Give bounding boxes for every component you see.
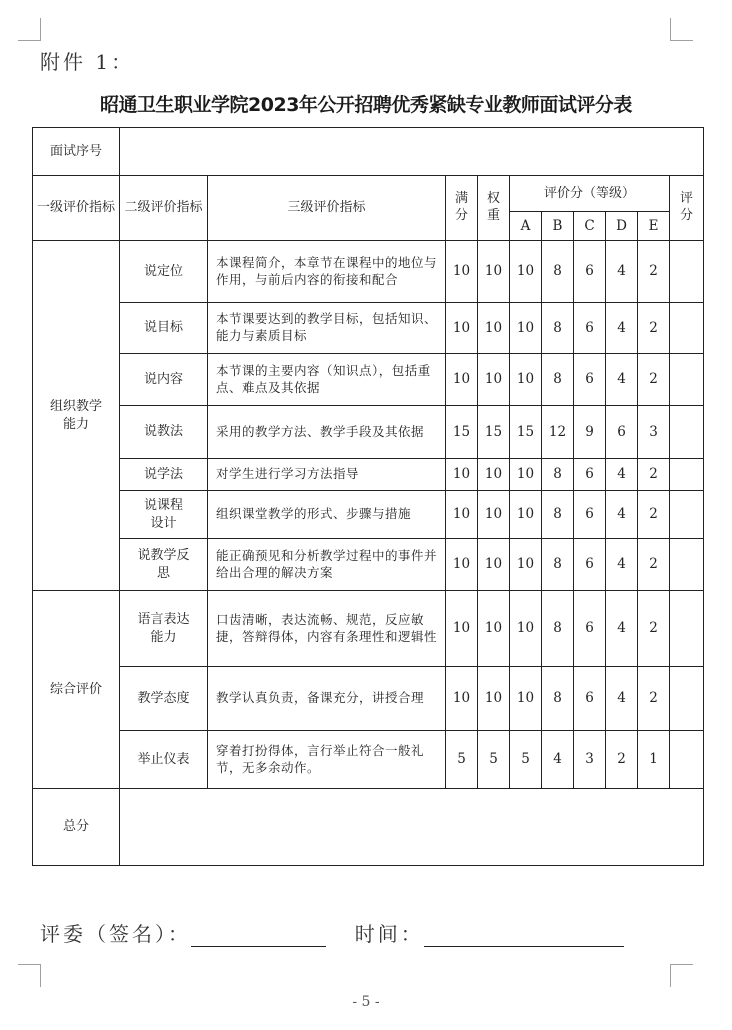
crop-mark-top-right bbox=[670, 18, 693, 41]
crop-mark-bottom-right bbox=[670, 964, 693, 987]
total-field[interactable] bbox=[120, 789, 704, 866]
weight-cell: 10 bbox=[478, 354, 510, 406]
score-input-cell[interactable] bbox=[670, 303, 704, 354]
level2-cell: 说教法 bbox=[120, 406, 208, 459]
level3-cell: 对学生进行学习方法指导 bbox=[208, 459, 446, 491]
level1-header: 一级评价指标 bbox=[33, 176, 120, 241]
grade-e-cell: 1 bbox=[638, 731, 670, 789]
grade-score-header: 评价分（等级） bbox=[510, 176, 670, 212]
full-score-cell: 10 bbox=[446, 354, 478, 406]
grade-a-cell: 15 bbox=[510, 406, 542, 459]
grade-e-cell: 2 bbox=[638, 539, 670, 591]
full-score-cell: 10 bbox=[446, 303, 478, 354]
grade-c-cell: 6 bbox=[574, 539, 606, 591]
grade-d-cell: 4 bbox=[606, 241, 638, 303]
level2-cell: 说学法 bbox=[120, 459, 208, 491]
weight-cell: 10 bbox=[478, 667, 510, 731]
weight-cell: 10 bbox=[478, 303, 510, 354]
level3-cell: 教学认真负责，备课充分，讲授合理 bbox=[208, 667, 446, 731]
weight-cell: 10 bbox=[478, 491, 510, 539]
weight-cell: 15 bbox=[478, 406, 510, 459]
full-score-cell: 10 bbox=[446, 539, 478, 591]
full-score-cell: 15 bbox=[446, 406, 478, 459]
grade-b-cell: 4 bbox=[542, 731, 574, 789]
score-input-cell[interactable] bbox=[670, 667, 704, 731]
grade-b-cell: 8 bbox=[542, 491, 574, 539]
level3-cell: 本节课的主要内容（知识点），包括重点、难点及其依据 bbox=[208, 354, 446, 406]
grade-b-cell: 8 bbox=[542, 354, 574, 406]
full-score-cell: 10 bbox=[446, 591, 478, 667]
weight-cell: 10 bbox=[478, 539, 510, 591]
group-label: 组织教学能力 bbox=[33, 241, 120, 591]
score-input-cell[interactable] bbox=[670, 241, 704, 303]
grade-d-cell: 2 bbox=[606, 731, 638, 789]
table-row bbox=[33, 731, 704, 789]
level2-cell: 说内容 bbox=[120, 354, 208, 406]
grade-b-cell: 8 bbox=[542, 539, 574, 591]
full-score-cell: 10 bbox=[446, 459, 478, 491]
grade-d-cell: 4 bbox=[606, 303, 638, 354]
grade-a-cell: 10 bbox=[510, 667, 542, 731]
grade-c-cell: 6 bbox=[574, 354, 606, 406]
grade-c: C bbox=[574, 212, 606, 241]
score-input-cell[interactable] bbox=[670, 354, 704, 406]
score-input-cell[interactable] bbox=[670, 539, 704, 591]
grade-d-cell: 4 bbox=[606, 459, 638, 491]
level3-cell: 本课程简介，本章节在课程中的地位与作用，与前后内容的衔接和配合 bbox=[208, 241, 446, 303]
grade-a-cell: 10 bbox=[510, 241, 542, 303]
interview-no-field[interactable] bbox=[120, 128, 704, 176]
grade-c-cell: 6 bbox=[574, 303, 606, 354]
level3-cell: 本节课要达到的教学目标，包括知识、能力与素质目标 bbox=[208, 303, 446, 354]
grade-d-cell: 4 bbox=[606, 591, 638, 667]
grade-e-cell: 2 bbox=[638, 491, 670, 539]
table-row bbox=[33, 591, 704, 667]
grade-d-cell: 4 bbox=[606, 354, 638, 406]
grade-c-cell: 6 bbox=[574, 491, 606, 539]
table-row bbox=[33, 354, 704, 406]
level2-cell: 语言表达能力 bbox=[120, 591, 208, 667]
score-input-cell[interactable] bbox=[670, 459, 704, 491]
grade-d: D bbox=[606, 212, 638, 241]
full-score-cell: 5 bbox=[446, 731, 478, 789]
time-label: 时间： bbox=[354, 922, 424, 946]
grade-e-cell: 3 bbox=[638, 406, 670, 459]
grade-d-cell: 6 bbox=[606, 406, 638, 459]
grade-a-cell: 10 bbox=[510, 354, 542, 406]
level3-cell: 能正确预见和分析教学过程中的事件并给出合理的解决方案 bbox=[208, 539, 446, 591]
grade-b-cell: 8 bbox=[542, 241, 574, 303]
score-header: 评分 bbox=[670, 176, 704, 241]
full-score-cell: 10 bbox=[446, 667, 478, 731]
full-score-cell: 10 bbox=[446, 241, 478, 303]
grade-a-cell: 10 bbox=[510, 303, 542, 354]
crop-mark-bottom-left bbox=[18, 964, 41, 987]
score-input-cell[interactable] bbox=[670, 406, 704, 459]
grade-e-cell: 2 bbox=[638, 667, 670, 731]
grade-e: E bbox=[638, 212, 670, 241]
grade-c-cell: 6 bbox=[574, 667, 606, 731]
level2-cell: 教学态度 bbox=[120, 667, 208, 731]
grade-a: A bbox=[510, 212, 542, 241]
grade-b-cell: 8 bbox=[542, 303, 574, 354]
grade-a-cell: 5 bbox=[510, 731, 542, 789]
weight-cell: 10 bbox=[478, 459, 510, 491]
level2-cell: 举止仪表 bbox=[120, 731, 208, 789]
table-row bbox=[33, 406, 704, 459]
total-row bbox=[33, 789, 704, 866]
grade-a-cell: 10 bbox=[510, 459, 542, 491]
grade-d-cell: 4 bbox=[606, 667, 638, 731]
score-table bbox=[32, 127, 704, 866]
header-row bbox=[33, 176, 704, 212]
level3-cell: 口齿清晰，表达流畅、规范，反应敏捷，答辩得体，内容有条理性和逻辑性 bbox=[208, 591, 446, 667]
grade-c-cell: 9 bbox=[574, 406, 606, 459]
full-score-cell: 10 bbox=[446, 491, 478, 539]
level3-cell: 组织课堂教学的形式、步骤与措施 bbox=[208, 491, 446, 539]
level2-cell: 说定位 bbox=[120, 241, 208, 303]
judge-signature-field[interactable] bbox=[191, 926, 326, 947]
grade-e-cell: 2 bbox=[638, 354, 670, 406]
level3-header: 三级评价指标 bbox=[208, 176, 446, 241]
level3-cell: 采用的教学方法、教学手段及其依据 bbox=[208, 406, 446, 459]
judge-signature-label: 评委（签名）： bbox=[40, 922, 191, 946]
weight-cell: 5 bbox=[478, 731, 510, 789]
total-label: 总分 bbox=[33, 789, 120, 866]
grade-c-cell: 6 bbox=[574, 241, 606, 303]
table-row bbox=[33, 491, 704, 539]
grade-b: B bbox=[542, 212, 574, 241]
group-label: 综合评价 bbox=[33, 591, 120, 789]
grade-d-cell: 4 bbox=[606, 491, 638, 539]
grade-b-cell: 12 bbox=[542, 406, 574, 459]
weight-header: 权重 bbox=[478, 176, 510, 241]
grade-a-cell: 10 bbox=[510, 591, 542, 667]
grade-b-cell: 8 bbox=[542, 667, 574, 731]
page-number: - 5 - bbox=[352, 994, 380, 1010]
table-row bbox=[33, 303, 704, 354]
score-input-cell[interactable] bbox=[670, 491, 704, 539]
table-row bbox=[33, 667, 704, 731]
grade-e-cell: 2 bbox=[638, 303, 670, 354]
table-row bbox=[33, 241, 704, 303]
grade-c-cell: 6 bbox=[574, 459, 606, 491]
level2-cell: 说目标 bbox=[120, 303, 208, 354]
score-input-cell[interactable] bbox=[670, 591, 704, 667]
page-title: 昭通卫生职业学院2023年公开招聘优秀紧缺专业教师面试评分表 bbox=[100, 94, 632, 116]
score-input-cell[interactable] bbox=[670, 731, 704, 789]
level3-cell: 穿着打扮得体，言行举止符合一般礼节，无多余动作。 bbox=[208, 731, 446, 789]
grade-a-cell: 10 bbox=[510, 491, 542, 539]
level2-header: 二级评价指标 bbox=[120, 176, 208, 241]
time-field[interactable] bbox=[424, 926, 624, 947]
crop-mark-top-left bbox=[18, 18, 41, 41]
level2-cell: 说教学反思 bbox=[120, 539, 208, 591]
grade-e-cell: 2 bbox=[638, 591, 670, 667]
signature-line bbox=[40, 918, 624, 947]
weight-cell: 10 bbox=[478, 591, 510, 667]
level2-cell: 说课程设计 bbox=[120, 491, 208, 539]
weight-cell: 10 bbox=[478, 241, 510, 303]
interview-no-label: 面试序号 bbox=[33, 128, 120, 176]
table-row bbox=[33, 539, 704, 591]
grade-d-cell: 4 bbox=[606, 539, 638, 591]
table-row bbox=[33, 459, 704, 491]
interview-no-row bbox=[33, 128, 704, 176]
grade-e-cell: 2 bbox=[638, 459, 670, 491]
grade-c-cell: 6 bbox=[574, 591, 606, 667]
grade-b-cell: 8 bbox=[542, 459, 574, 491]
grade-a-cell: 10 bbox=[510, 539, 542, 591]
attachment-label: 附件 1： bbox=[40, 50, 135, 74]
full-score-header: 满分 bbox=[446, 176, 478, 241]
grade-e-cell: 2 bbox=[638, 241, 670, 303]
grade-b-cell: 8 bbox=[542, 591, 574, 667]
grade-c-cell: 3 bbox=[574, 731, 606, 789]
